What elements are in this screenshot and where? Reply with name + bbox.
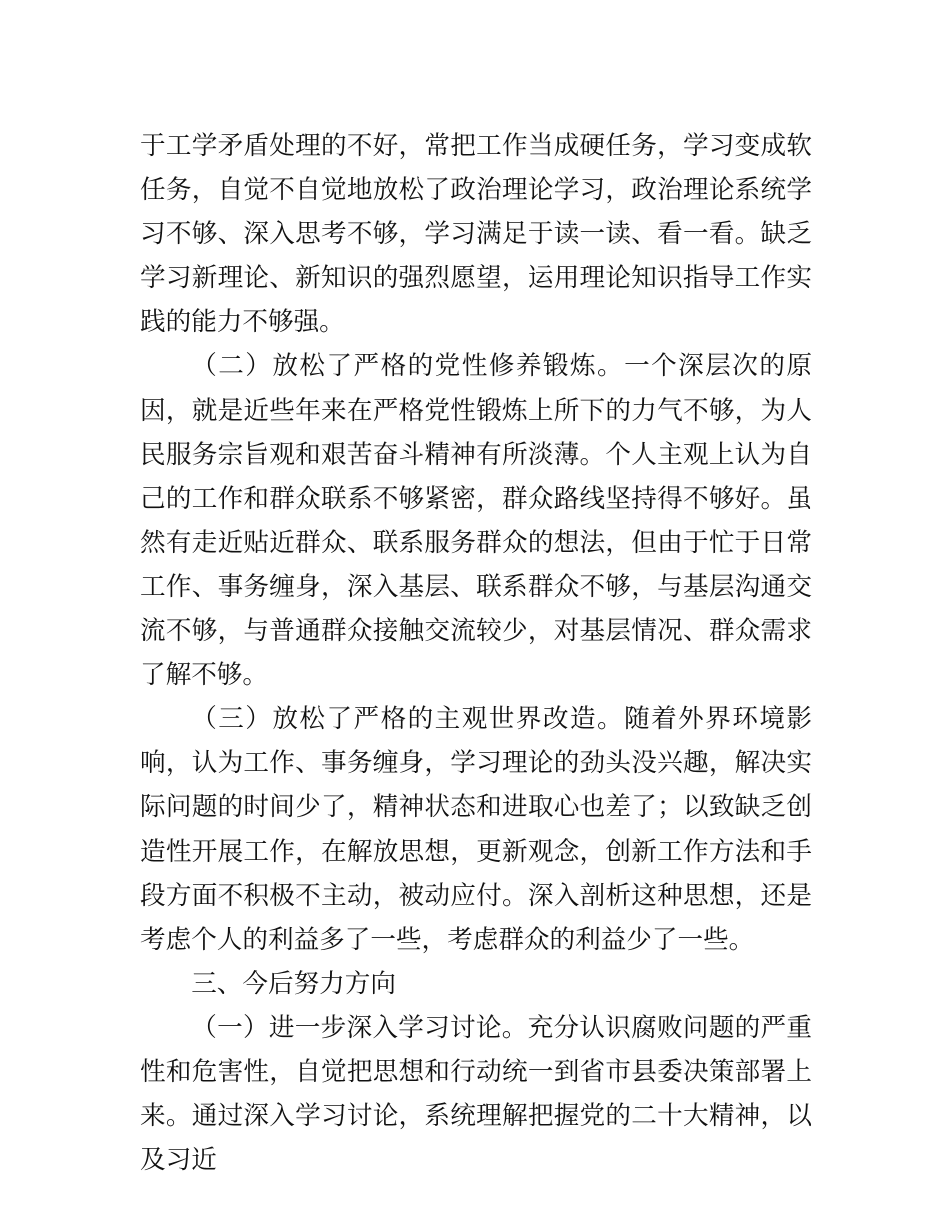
paragraph-continued-study-issues: 于工学矛盾处理的不好，常把工作当成硬任务，学习变成软任务，自觉不自觉地放松了政治理论学习，政治理论系统学习不够、深入思考不够，学习满足于读一读、看一看。缺乏学习新理论、新知识的强烈愿望，运用理论知识指导工作实践的能力不够强。 bbox=[140, 131, 812, 338]
paragraph-party-spirit-cultivation: （二）放松了严格的党性修养锻炼。一个深层次的原因，就是近些年来在严格党性锻炼上所下的力气不够，为人民服务宗旨观和艰苦奋斗精神有所淡薄。个人主观上认为自己的工作和群众联系不够紧密，群众路线坚持得不够好。虽然有走近贴近群众、联系服务群众的想法，但由于忙于日常工作、事务缠身，深入基层、联系群众不够，与基层沟通交流不够，与普通群众接触交流较少，对基层情况、群众需求了解不够。 bbox=[140, 351, 812, 691]
paragraph-subjective-world-reform: （三）放松了严格的主观世界改造。随着外界环境影响，认为工作、事务缠身，学习理论的劲头没兴趣，解决实际问题的时间少了，精神状态和进取心也差了；以致缺乏创造性开展工作，在解放思想，更新观念，创新工作方法和手段方面不积极不主动，被动应付。深入剖析这种思想，还是考虑个人的利益多了一些，考虑群众的利益少了一些。 bbox=[140, 704, 812, 955]
section-heading-future-direction: 三、今后努力方向 bbox=[191, 968, 396, 999]
document-body bbox=[140, 124, 812, 1182]
paragraph-further-study-discussion: （一）进一步深入学习讨论。充分认识腐败问题的严重性和危害性，自觉把思想和行动统一到省市县委决策部署上来。通过深入学习讨论，系统理解把握党的二十大精神，以及习近 bbox=[140, 1012, 812, 1176]
